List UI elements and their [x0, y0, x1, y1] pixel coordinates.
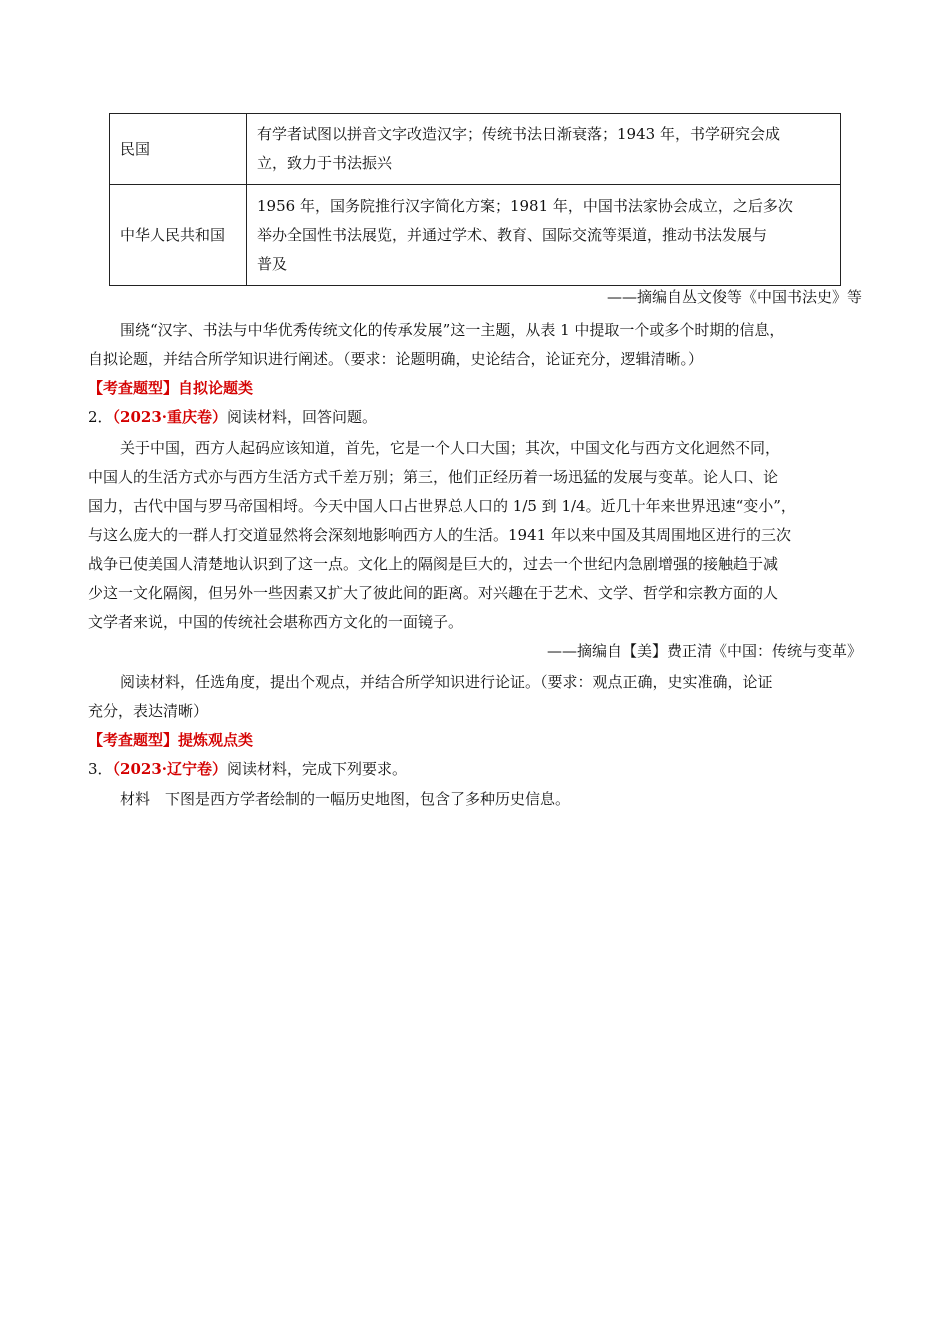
cell-line: 举办全国性书法展览，并通过学术、教育、国际交流等渠道，推动书法发展与: [257, 225, 768, 244]
q2-prompt-line: 充分，表达清晰）: [88, 702, 209, 720]
exam-source-tag: （2023·重庆卷）: [112, 408, 228, 426]
cell-line: 1956 年，国务院推行汉字简化方案；1981 年，中国书法家协会成立，之后多次: [257, 196, 793, 215]
cell-line: 有学者试图以拼音文字改造汉字；传统书法日渐衰落；1943 年，书学研究会成: [257, 125, 780, 143]
question-type-tag: 【考查题型】自拟论题类: [88, 379, 254, 397]
material-line: 关于中国，西方人起码应该知道，首先，它是一个人口大国；其次，中国文化与西方文化迥然不同，: [120, 439, 781, 457]
material-line: 中国人的生活方式亦与西方生活方式千差万别；第三，他们正经历着一场迅猛的发展与变革。论人口、论: [88, 468, 779, 486]
period-cell: 中华人民共和国: [110, 185, 247, 286]
material-source: ——摘编自【美】费正清《中国：传统与变革》: [546, 642, 862, 660]
material-line: 战争已使美国人清楚地认识到了这一点。文化上的隔阂是巨大的，过去一个世纪内急剧增强的接触趋于减: [88, 555, 779, 573]
material-line: 材料 下图是西方学者绘制的一幅历史地图，包含了多种历史信息。: [120, 790, 571, 808]
question-number: 3．: [88, 760, 113, 778]
table-source: ——摘编自丛文俊等《中国书法史》等: [606, 288, 862, 306]
exam-source-tag: （2023·辽宁卷）: [112, 760, 228, 778]
period-cell: 民国: [110, 114, 247, 185]
question-3-header: [88, 759, 407, 779]
question-type-tag: 【考查题型】提炼观点类: [88, 731, 254, 749]
q2-prompt-line: 阅读材料，任选角度，提出个观点，并结合所学知识进行论证。（要求：观点正确，史实准确，论证: [120, 673, 773, 691]
question-number: 2．: [88, 408, 113, 426]
material-line: 文学者来说，中国的传统社会堪称西方文化的一面镜子。: [88, 613, 464, 631]
material-line: 与这么庞大的一群人打交道显然将会深刻地影响西方人的生活。1941 年以来中国及其周围地区进行的三次: [88, 526, 791, 544]
material-line: 国力，古代中国与罗马帝国相埒。今天中国人口占世界总人口的 1/5 到 1/4。近几十年来世界迅速“变小”，: [88, 497, 796, 515]
content-cell: [247, 114, 841, 185]
material-line: 少这一文化隔阂，但另外一些因素又扩大了彼此间的距离。对兴趣在于艺术、文学、哲学和宗教方面的人: [88, 584, 779, 602]
cell-line: 普及: [257, 254, 288, 273]
table-row: [110, 114, 841, 185]
history-table: [109, 113, 841, 286]
table-row: [110, 185, 841, 286]
cell-line: 立，致力于书法振兴: [257, 154, 393, 172]
question-2-header: [88, 407, 377, 427]
question-instruction: 阅读材料，完成下列要求。: [227, 760, 408, 778]
q1-prompt-line: 围绕“汉字、书法与中华优秀传统文化的传承发展”这一主题，从表 1 中提取一个或多个时期的信息，: [120, 321, 785, 339]
q1-prompt-line: 自拟论题，并结合所学知识进行阐述。（要求：论题明确，史论结合，论证充分，逻辑清晰。）: [88, 350, 704, 368]
content-cell: [247, 185, 841, 286]
question-instruction: 阅读材料，回答问题。: [227, 408, 378, 426]
